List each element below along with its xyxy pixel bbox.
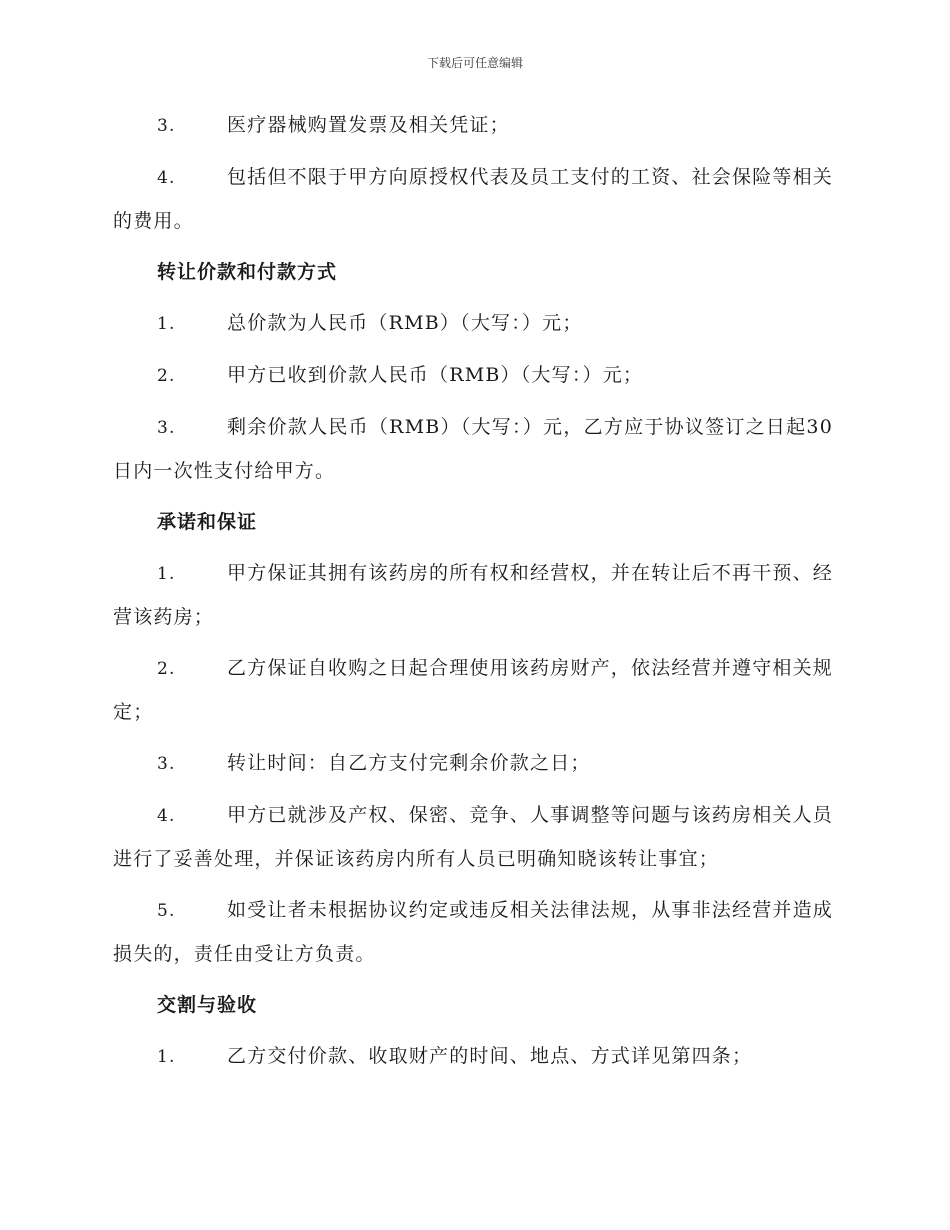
list-item (113, 552, 833, 639)
item-number: 4. (157, 168, 176, 188)
item-number: 2. (157, 366, 176, 386)
item-text: 包括但不限于甲方向原授权代表及员工支付的工资、社会保险等相关的费用。 (113, 166, 834, 232)
item-text: 如受让者未根据协议约定或违反相关法律法规，从事非法经营并造成损失的，责任由受让方负责。 (113, 899, 834, 965)
item-text: 乙方交付价款、收取财产的时间、地点、方式详见第四条； (227, 1045, 753, 1067)
item-number: 2. (157, 659, 176, 679)
item-number: 1. (157, 314, 176, 334)
item-number: 3. (157, 116, 176, 136)
section-heading-warranty: 承诺和保证 (157, 511, 258, 533)
list-item (113, 156, 833, 243)
item-text: 甲方已收到价款人民币（RMB）（大写：）元； (227, 364, 644, 386)
list-item (113, 406, 833, 493)
item-text: 总价款为人民币（RMB）（大写：）元； (227, 312, 583, 334)
item-text: 甲方保证其拥有该药房的所有权和经营权，并在转让后不再干预、经营该药房； (113, 562, 834, 628)
item-number: 4. (157, 806, 176, 826)
item-text: 甲方已就涉及产权、保密、竞争、人事调整等问题与该药房相关人员进行了妥善处理，并保证该药房内所有人员已明确知晓该转让事宜； (113, 804, 834, 870)
list-item (113, 354, 833, 398)
page-header-note: 下载后可任意编辑 (426, 56, 523, 70)
list-item (113, 794, 833, 881)
item-number: 3. (157, 754, 176, 774)
list-item (113, 302, 833, 346)
item-number: 1. (157, 1047, 176, 1067)
document-body (113, 104, 833, 1087)
item-text: 剩余价款人民币（RMB）（大写：）元，乙方应于协议签订之日起30日内一次性支付给甲方。 (113, 416, 833, 482)
item-number: 1. (157, 564, 176, 584)
list-item (113, 647, 833, 734)
list-item (113, 1035, 833, 1079)
item-text: 乙方保证自收购之日起合理使用该药房财产，依法经营并遵守相关规定； (113, 657, 834, 723)
item-text: 转让时间：自乙方支付完剩余价款之日； (227, 752, 591, 774)
section-heading-delivery: 交割与验收 (157, 994, 258, 1016)
item-number: 5. (157, 901, 176, 921)
item-text: 医疗器械购置发票及相关凭证； (227, 114, 510, 136)
list-item (113, 104, 833, 148)
list-item (113, 889, 833, 976)
section-heading-payment: 转让价款和付款方式 (157, 261, 338, 283)
list-item (113, 742, 833, 786)
item-number: 3. (157, 418, 176, 438)
